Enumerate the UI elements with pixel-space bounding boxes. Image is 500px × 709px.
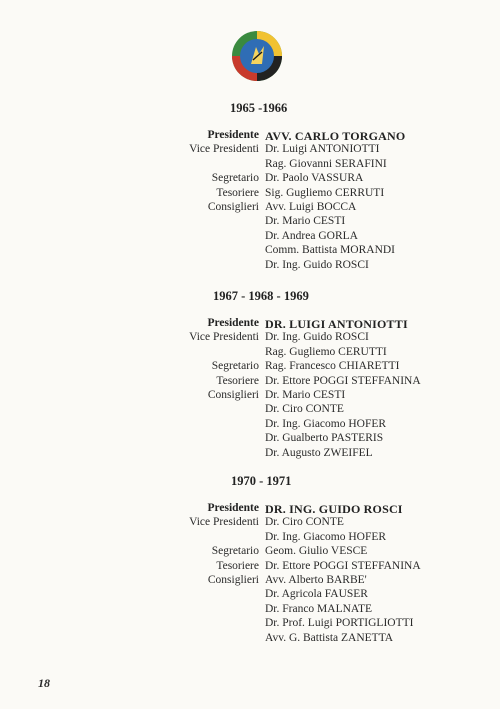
member-name: Sig. Gugliemo CERRUTI (265, 186, 385, 199)
board-member-row (0, 244, 500, 258)
board-member-row (0, 516, 500, 530)
role-label: Tesoriere (216, 559, 259, 572)
board-member-row (0, 201, 500, 215)
member-name: Dr. Mario CESTI (265, 215, 346, 228)
board-member-row (0, 129, 500, 143)
board-member-row (0, 418, 500, 432)
member-name: DR. LUIGI ANTONIOTTI (265, 317, 408, 331)
board-member-row (0, 172, 500, 186)
member-name: DR. ING. GUIDO ROSCI (265, 502, 403, 516)
member-name: Dr. Ciro CONTE (265, 516, 344, 529)
board-member-row (0, 603, 500, 617)
role-label: Vice Presidenti (189, 143, 259, 156)
board-member-row (0, 403, 500, 417)
board-member-row (0, 389, 500, 403)
board-member-row (0, 531, 500, 545)
member-name: Comm. Battista MORANDI (265, 244, 396, 257)
member-name: Dr. Andrea GORLA (265, 229, 358, 242)
board-member-row (0, 346, 500, 360)
member-name: Dr. Ettore POGGI STEFFANINA (265, 559, 421, 572)
member-name: Dr. Paolo VASSURA (265, 172, 364, 185)
role-label: Segretario (211, 172, 259, 185)
board-member-row (0, 560, 500, 574)
member-name: Dr. Ing. Giacomo HOFER (265, 417, 387, 430)
member-name: Dr. Ciro CONTE (265, 403, 344, 416)
role-label: Segretario (211, 545, 259, 558)
board-member-row (0, 432, 500, 446)
member-name: Geom. Giulio VESCE (265, 545, 368, 558)
role-label: Consiglieri (207, 389, 259, 401)
role-label: Presidente (207, 502, 259, 514)
board-member-row (0, 331, 500, 345)
member-name: Dr. Ing. Guido ROSCI (265, 258, 369, 271)
member-name: Rag. Francesco CHIARETTI (265, 360, 400, 373)
board-member-row (0, 158, 500, 172)
club-emblem-logo (231, 30, 283, 82)
member-name: Dr. Franco MALNATE (265, 602, 372, 615)
term-years-heading: 1970 - 1971 (231, 474, 292, 488)
board-member-row (0, 360, 500, 374)
board-member-row (0, 588, 500, 602)
member-name: Dr. Gualberto PASTERIS (265, 432, 384, 445)
board-member-row (0, 259, 500, 273)
term-years-heading: 1965 -1966 (230, 101, 288, 115)
role-label: Consiglieri (207, 574, 259, 586)
board-member-row (0, 230, 500, 244)
member-name: Avv. G. Battista ZANETTA (265, 631, 394, 644)
member-name: Avv. Luigi BOCCA (265, 201, 357, 213)
board-member-row (0, 502, 500, 516)
member-name: Rag. Gugliemo CERUTTI (265, 345, 387, 358)
member-name: Dr. Mario CESTI (265, 389, 346, 401)
member-name: Avv. Alberto BARBE' (265, 574, 367, 586)
board-member-row (0, 447, 500, 461)
page-number: 18 (38, 676, 50, 690)
board-member-row (0, 632, 500, 646)
board-member-row (0, 317, 500, 331)
board-member-row (0, 617, 500, 631)
board-member-row (0, 215, 500, 229)
board-member-row (0, 375, 500, 389)
member-name: Dr. Prof. Luigi PORTIGLIOTTI (265, 617, 414, 630)
member-name: AVV. CARLO TORGANO (265, 129, 406, 143)
board-member-row (0, 574, 500, 588)
board-member-row (0, 143, 500, 157)
role-label: Presidente (207, 317, 259, 329)
member-name: Dr. Augusto ZWEIFEL (265, 446, 373, 459)
board-member-row (0, 545, 500, 559)
member-name: Dr. Ettore POGGI STEFFANINA (265, 374, 421, 387)
role-label: Tesoriere (216, 186, 259, 199)
role-label: Tesoriere (216, 374, 259, 387)
role-label: Vice Presidenti (189, 331, 259, 344)
role-label: Vice Presidenti (189, 516, 259, 529)
member-name: Dr. Agricola FAUSER (265, 588, 368, 601)
member-name: Rag. Giovanni SERAFINI (265, 157, 387, 170)
role-label: Consiglieri (207, 201, 259, 213)
role-label: Presidente (207, 129, 259, 141)
member-name: Dr. Luigi ANTONIOTTI (265, 143, 380, 156)
board-member-row (0, 187, 500, 201)
term-years-heading: 1967 - 1968 - 1969 (213, 289, 309, 303)
role-label: Segretario (211, 360, 259, 373)
member-name: Dr. Ing. Giacomo HOFER (265, 530, 387, 543)
member-name: Dr. Ing. Guido ROSCI (265, 331, 369, 344)
